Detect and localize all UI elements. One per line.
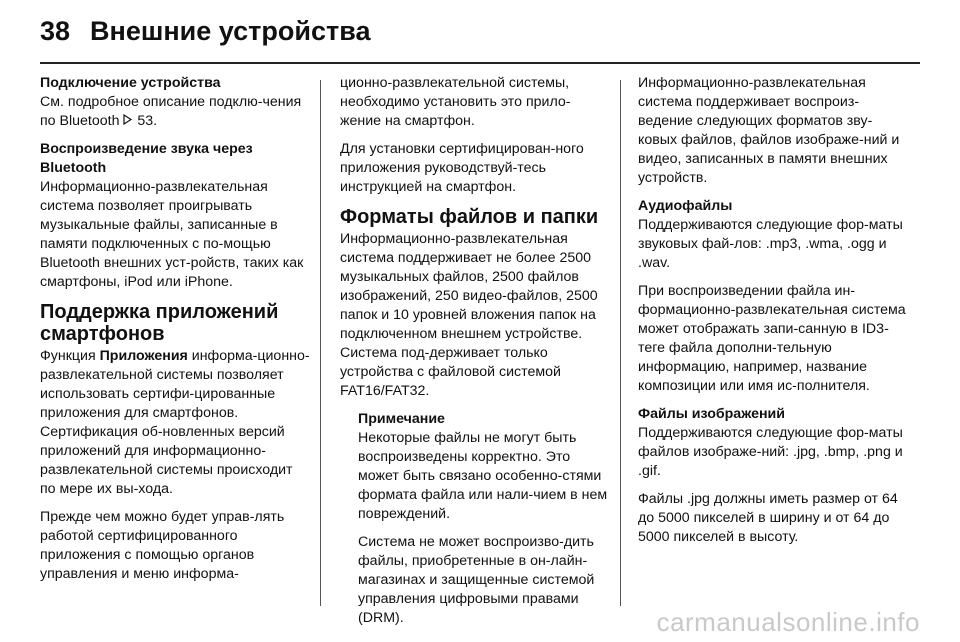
note-text-2: Система не может воспроизво-дить файлы, приобретенные в он-лайн-магазинах и защищенные системой управления цифровыми правами (DRM).	[358, 534, 595, 626]
page-title: Внешние устройства	[90, 16, 371, 46]
formats-intro: Информационно-развлекательная система поддерживает воспроиз-ведение следующих форматов зву-ковых файлов, файлов изображе-ний и видео, записанных в памяти внешних устройств.	[638, 75, 900, 186]
column-divider-1	[320, 80, 321, 606]
header-rule	[40, 62, 920, 64]
note-heading: Примечание	[358, 411, 445, 427]
section-connect	[40, 74, 310, 131]
audio-text-2: При воспроизведении файла ин-формационно-развлекательная система может отображать запи-санную в ID3-теге файла дополни-тельную информацию, например, название композиции или имя ис-полнителя.	[638, 283, 906, 394]
images-text: Поддерживаются следующие фор-маты файлов изображе-ний: .jpg, .bmp, .png и .gif.	[638, 425, 903, 479]
playback-text: Информационно-развлекательная система позволяет проигрывать музыкальные файлы, записанные в памяти подключенных с по-мощью Bluetooth внешних уст-ройств, таких как смартфоны, iPod или iPhone.	[40, 179, 304, 290]
apps-text	[40, 347, 310, 499]
watermark: carmanualsonline.info	[656, 607, 920, 637]
apps-continued: ционно-развлекательной системы, необходимо установить это прило-жение на смартфон.	[340, 75, 571, 129]
formats-heading: Форматы файлов и папки	[340, 206, 599, 228]
apps-intro: Функция	[40, 348, 96, 364]
note-text-1: Некоторые файлы не могут быть воспроизведены корректно. Это может быть связано особенно-стями формата файла или нали-чием в нем повреждений.	[358, 430, 608, 522]
apps-text-2: Прежде чем можно будет управ-лять работой сертифицированного приложения с помощью органов управления и меню информа-	[40, 509, 285, 582]
column-1	[40, 74, 310, 584]
section-audio	[638, 197, 908, 273]
images-heading: Файлы изображений	[638, 406, 785, 422]
apps-body: информа-ционно-развлекательной системы позволяет использовать сертифи-цированные приложения для смартфонов. Сертификация об-новленных версий приложений для информационно-развлекательной системы происходит по мере их вы-хода.	[40, 348, 310, 497]
audio-heading: Аудиофайлы	[638, 198, 733, 214]
page-header	[40, 16, 370, 56]
column-2	[340, 74, 608, 628]
connect-text	[40, 93, 310, 131]
column-3	[638, 74, 908, 547]
apps-bold-term: Приложения	[99, 348, 188, 364]
section-formats	[340, 206, 608, 401]
section-images	[638, 405, 908, 481]
column-divider-2	[620, 80, 621, 606]
playback-heading: Воспроизведение звука через Bluetooth	[40, 141, 253, 176]
images-text-2: Файлы .jpg должны иметь размер от 64 до 5000 пикселей в ширину и от 64 до 5000 пикселей в высоту.	[638, 491, 898, 545]
note-box	[340, 410, 608, 628]
connect-heading: Подключение устройства	[40, 75, 221, 91]
apps-heading: Поддержка приложений смартфонов	[40, 301, 279, 345]
formats-text: Информационно-развлекательная система поддерживает не более 2500 музыкальных файлов, 2500 файлов изображений, 250 видео-файлов, 2500 папок и 10 уровней вложения папок на подключенном внешнем устройстве. Система под-держивает только устройства с файловой системой FAT16/FAT32.	[340, 231, 598, 399]
section-apps	[40, 301, 310, 499]
connect-ref-link[interactable]: 53.	[137, 113, 158, 129]
audio-text: Поддерживаются следующие фор-маты звуковых фай-лов: .mp3, .wma, .ogg и .wav.	[638, 217, 903, 271]
section-playback	[40, 140, 310, 292]
page-reference-arrow-icon	[123, 113, 137, 129]
page-number: 38	[40, 16, 71, 46]
apps-install: Для установки сертифицирован-ного приложения руководствуй-тесь инструкцией на смартфон.	[340, 141, 584, 195]
connect-text-body: См. подробное описание подклю-чения по Bluetooth	[40, 94, 302, 129]
